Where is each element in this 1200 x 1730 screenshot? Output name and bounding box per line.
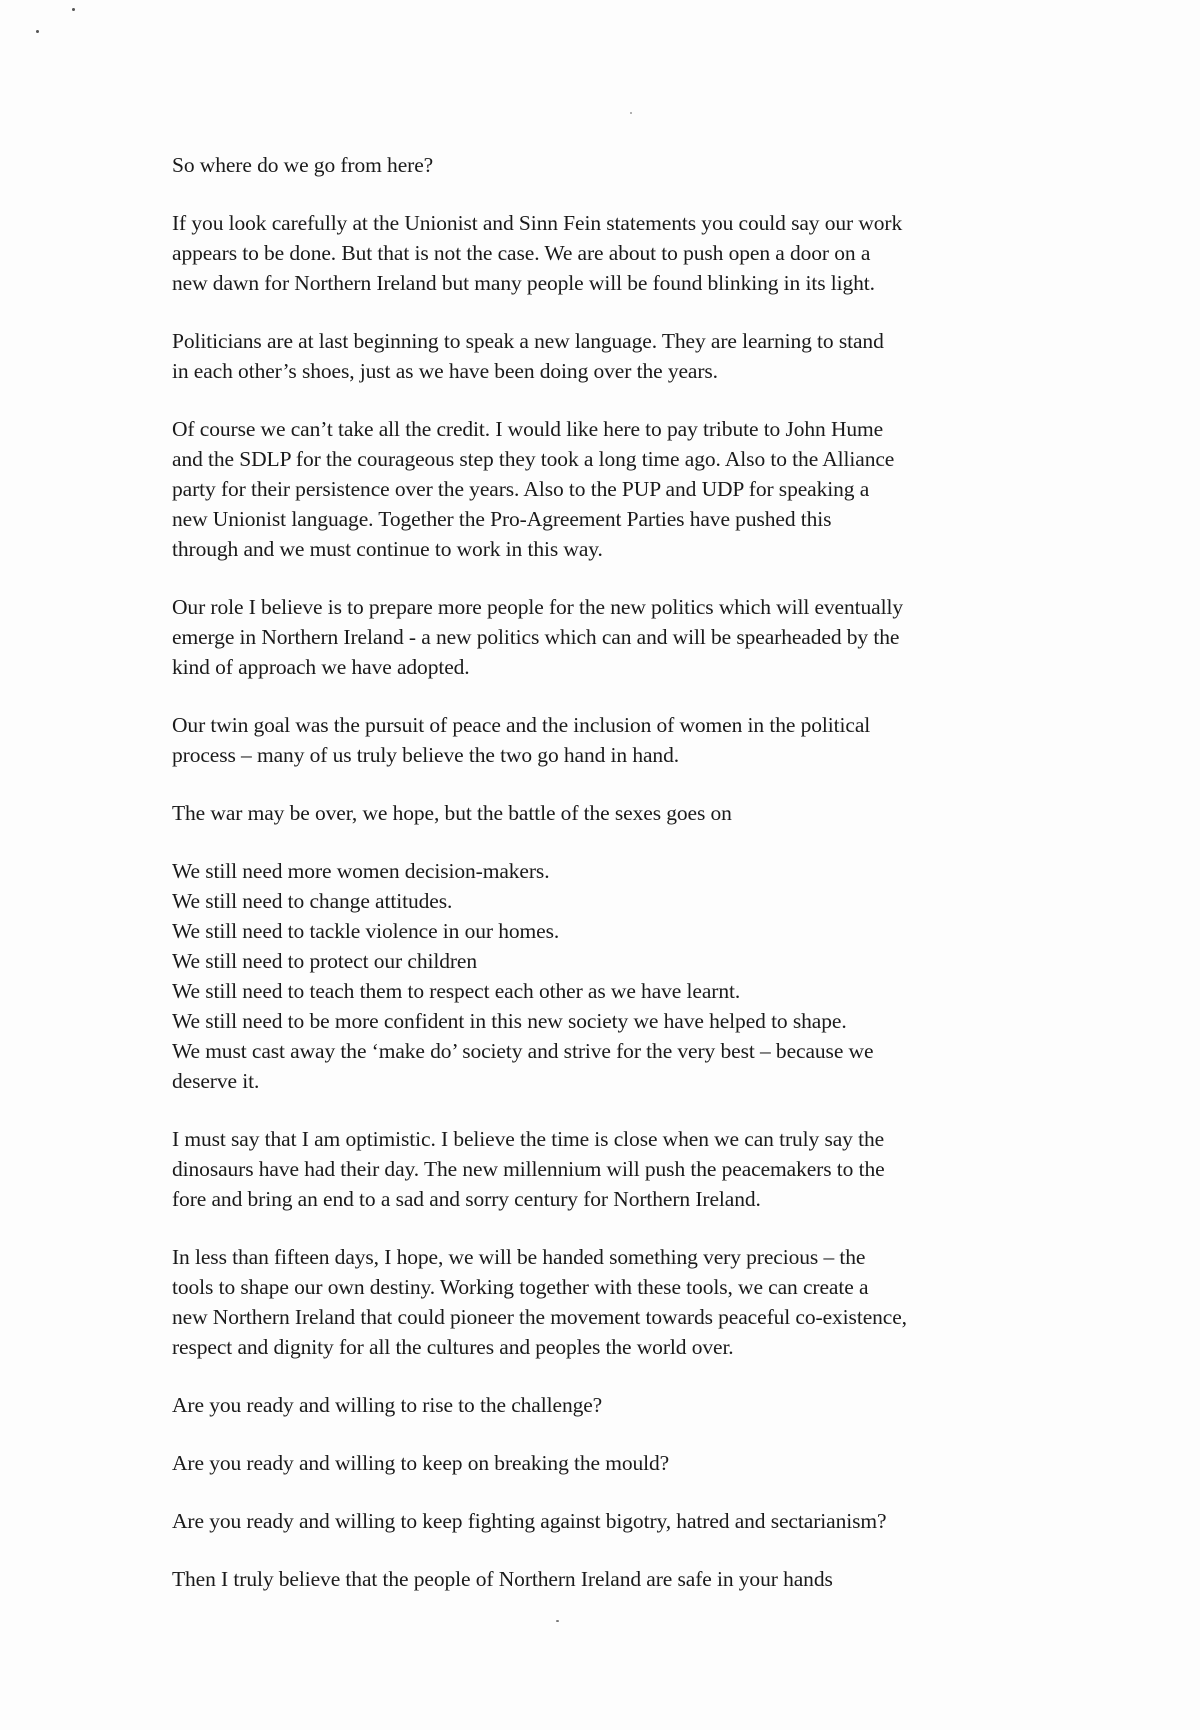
text-line: Are you ready and willing to rise to the challenge? [172, 1393, 603, 1417]
text-line: dinosaurs have had their day. The new millennium will push the peacemakers to the [172, 1157, 885, 1181]
still-need-list [172, 856, 1072, 1096]
text-line: Our twin goal was the pursuit of peace and the inclusion of women in the political [172, 713, 871, 737]
text-line: new Northern Ireland that could pioneer the movement towards peaceful co-existence, [172, 1305, 907, 1329]
list-item: We still need to teach them to respect each other as we have learnt. [172, 979, 741, 1003]
paragraph-intro [172, 150, 1072, 180]
text-line: appears to be done. But that is not the case. We are about to push open a door on a [172, 241, 871, 265]
paragraph-unionist [172, 208, 1072, 298]
paragraph-bigotry [172, 1506, 1072, 1536]
text-line: So where do we go from here? [172, 153, 434, 177]
paragraph-closing [172, 1564, 1072, 1594]
text-line: tools to shape our own destiny. Working together with these tools, we can create a [172, 1275, 869, 1299]
text-line: kind of approach we have adopted. [172, 655, 470, 679]
text-line: party for their persistence over the years. Also to the PUP and UDP for speaking a [172, 477, 870, 501]
text-line: new Unionist language. Together the Pro-Agreement Parties have pushed this [172, 507, 832, 531]
paragraph-fifteen-days [172, 1242, 1072, 1362]
paragraph-credit [172, 414, 1072, 564]
paragraph-role [172, 592, 1072, 682]
paragraph-twin-goal [172, 710, 1072, 770]
text-line: If you look carefully at the Unionist and Sinn Fein statements you could say our work [172, 211, 903, 235]
text-line: Are you ready and willing to keep fighting against bigotry, hatred and sectarianism? [172, 1509, 887, 1533]
text-line: emerge in Northern Ireland - a new politics which can and will be spearheaded by the [172, 625, 900, 649]
list-item: We still need to protect our children [172, 949, 478, 973]
scan-speck [36, 30, 39, 33]
text-line: process – many of us truly believe the two go hand in hand. [172, 743, 680, 767]
text-line: Then I truly believe that the people of Northern Ireland are safe in your hands [172, 1567, 833, 1591]
text-line: The war may be over, we hope, but the battle of the sexes goes on [172, 801, 732, 825]
list-item: We still need more women decision-makers. [172, 859, 550, 883]
list-item: We still need to change attitudes. [172, 889, 453, 913]
text-line: Politicians are at last beginning to speak a new language. They are learning to stand [172, 329, 884, 353]
list-item: We must cast away the ‘make do’ society and strive for the very best – because we [172, 1039, 874, 1063]
text-line: through and we must continue to work in this way. [172, 537, 603, 561]
paragraph-optimistic [172, 1124, 1072, 1214]
text-line: in each other’s shoes, just as we have been doing over the years. [172, 359, 718, 383]
text-line: respect and dignity for all the cultures and peoples the world over. [172, 1335, 734, 1359]
paragraph-politicians [172, 326, 1072, 386]
list-item: deserve it. [172, 1069, 260, 1093]
text-line: Our role I believe is to prepare more people for the new politics which will eventually [172, 595, 904, 619]
text-line: I must say that I am optimistic. I believe the time is close when we can truly say the [172, 1127, 885, 1151]
text-line: In less than fifteen days, I hope, we will be handed something very precious – the [172, 1245, 866, 1269]
scan-speck [630, 112, 632, 114]
paragraph-war [172, 798, 1072, 828]
text-line: Are you ready and willing to keep on breaking the mould? [172, 1451, 670, 1475]
list-item: We still need to tackle violence in our homes. [172, 919, 560, 943]
list-item: We still need to be more confident in this new society we have helped to shape. [172, 1009, 847, 1033]
text-line: and the SDLP for the courageous step they took a long time ago. Also to the Alliance [172, 447, 895, 471]
paragraph-challenge [172, 1390, 1072, 1420]
text-line: fore and bring an end to a sad and sorry century for Northern Ireland. [172, 1187, 761, 1211]
paragraph-mould [172, 1448, 1072, 1478]
text-line: new dawn for Northern Ireland but many people will be found blinking in its light. [172, 271, 875, 295]
scan-speck [72, 8, 75, 11]
letter-body [172, 150, 1072, 1622]
text-line: Of course we can’t take all the credit. I would like here to pay tribute to John Hume [172, 417, 884, 441]
